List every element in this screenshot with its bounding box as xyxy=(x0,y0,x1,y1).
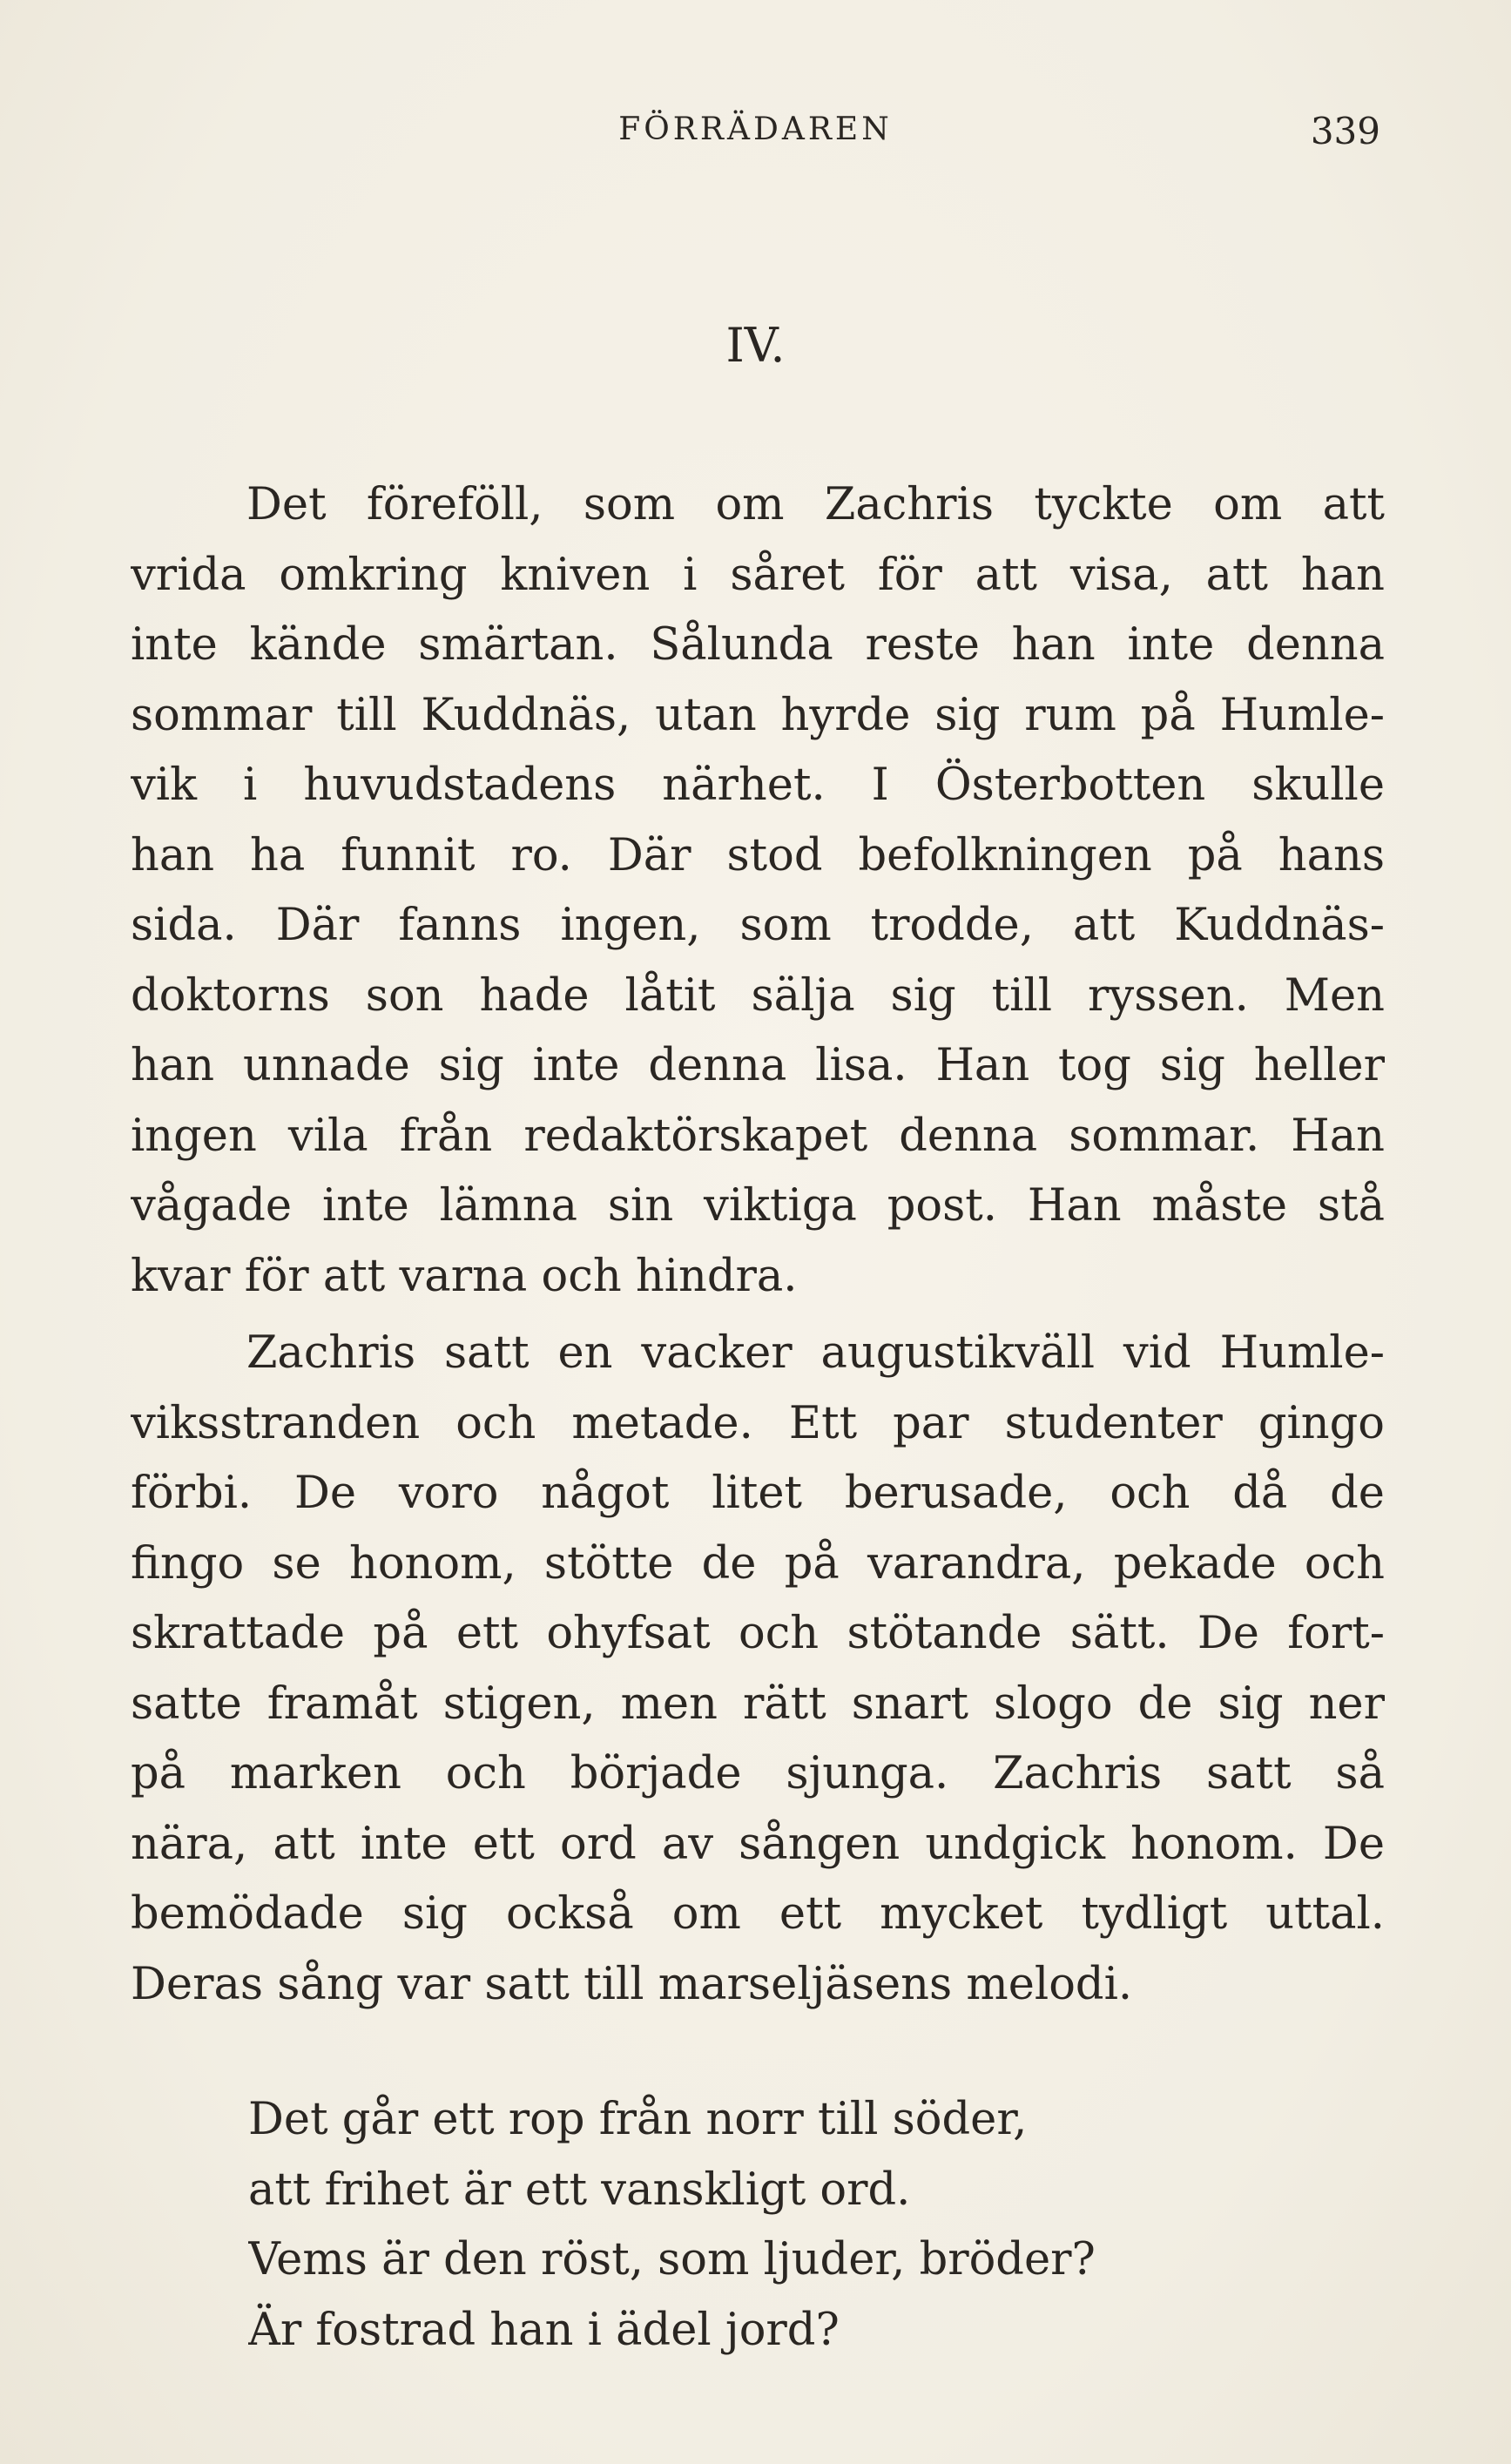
page-number: 339 xyxy=(1310,110,1380,152)
text-line: på marken och började sjunga. Zachris satt så xyxy=(131,1748,1385,1799)
text-line: doktorns son hade låtit sälja sig till ryssen. Men xyxy=(131,969,1385,1022)
verse-line: Är fostrad han i ädel jord? xyxy=(248,2304,840,2356)
verse-line: Vems är den röst, som ljuder, bröder? xyxy=(248,2234,1096,2285)
text-line: vågade inte lämna sin viktiga post. Han måste stå xyxy=(131,1180,1385,1232)
text-line: Deras sång var satt till marseljäsens melodi. xyxy=(131,1958,1133,2010)
text-line: Det föreföll, som om Zachris tyckte om att xyxy=(246,479,1385,530)
text-line: han unnade sig inte denna lisa. Han tog sig heller xyxy=(131,1040,1385,1091)
text-line: förbi. De voro något litet berusade, och då de xyxy=(131,1468,1385,1519)
poem-verse xyxy=(248,2085,1096,2366)
paragraph-1 xyxy=(131,470,1385,1312)
text-line: vrida omkring kniven i såret för att visa, att han xyxy=(131,549,1385,601)
text-line: bemödade sig också om ett mycket tydligt uttal. xyxy=(131,1888,1385,1940)
text-line: skrattade på ett ohyfsat och stötande sätt. De fort- xyxy=(131,1608,1385,1659)
text-line: vik i huvudstadens närhet. I Österbotten skulle xyxy=(131,759,1385,811)
text-line: nära, att inte ett ord av sången undgick honom. De xyxy=(131,1818,1385,1870)
running-head xyxy=(0,111,1511,164)
text-line: Zachris satt en vacker augustikväll vid Humle- xyxy=(246,1327,1385,1379)
text-line: sida. Där fanns ingen, som trodde, att Kuddnäs- xyxy=(131,900,1385,951)
text-line: fingo se honom, stötte de på varandra, pekade och xyxy=(131,1537,1385,1590)
text-line: inte kände smärtan. Sålunda reste han inte denna xyxy=(131,619,1385,671)
text-line: ingen vila från redaktörskapet denna sommar. Han xyxy=(131,1110,1385,1162)
verse-line: Det går ett rop från norr till söder, xyxy=(248,2094,1028,2145)
running-title: FÖRRÄDAREN xyxy=(618,111,893,147)
text-line: kvar för att varna och hindra. xyxy=(131,1250,798,1302)
paragraph-2 xyxy=(131,1319,1385,2020)
text-line: han ha funnit ro. Där stod befolkningen på hans xyxy=(131,829,1385,881)
text-line: satte framåt stigen, men rätt snart slogo de sig ner xyxy=(131,1678,1385,1730)
verse-line: att frihet är ett vanskligt ord. xyxy=(248,2164,911,2216)
text-line: viksstranden och metade. Ett par studenter gingo xyxy=(131,1397,1385,1449)
text-line: sommar till Kuddnäs, utan hyrde sig rum på Humle- xyxy=(131,689,1385,741)
chapter-heading: IV. xyxy=(725,318,786,373)
